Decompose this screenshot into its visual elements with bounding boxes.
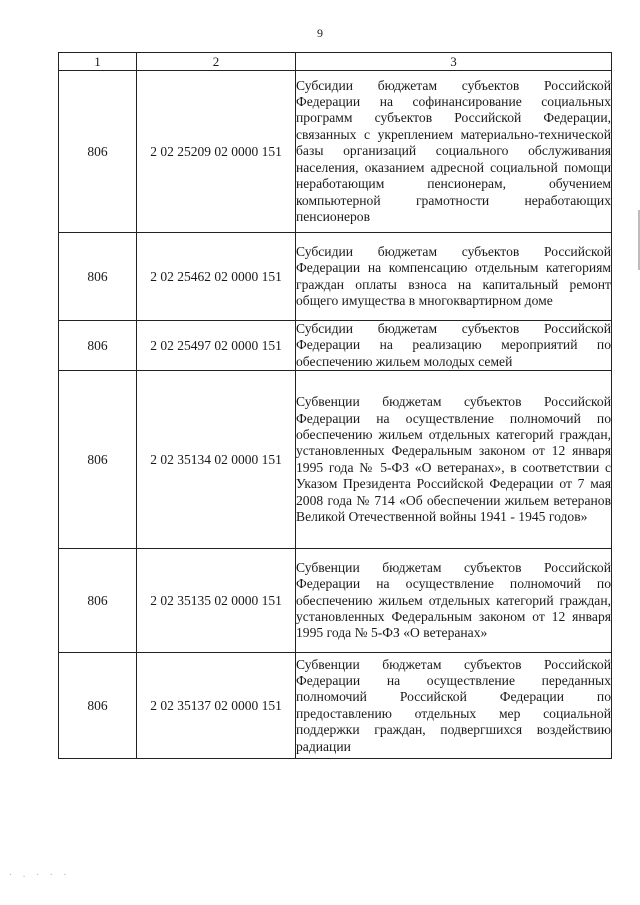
description-cell: Субсидии бюджетам субъектов Российской Федерации на компенсацию отдельным категориям граждан оплаты взноса на капитальный ремонт общего имущества в многоквартирном доме [296,233,612,321]
scan-noise-artifact: · . · · · [8,870,70,879]
column-header-3: 3 [296,53,612,71]
budget-revenue-table [58,52,612,759]
admin-code-cell: 806 [59,321,137,371]
page-number: 9 [317,26,323,40]
column-header-1: 1 [59,53,137,71]
admin-code-cell: 806 [59,653,137,759]
description-cell: Субвенции бюджетам субъектов Российской Федерации на осуществление полномочий по обеспечению жильем отдельных категорий граждан, установленных Федеральным законом от 12 января 1995 года № 5-ФЗ «О ветеранах», в соответствии с Указом Президента Российской Федерации от 7 мая 2008 года № 714 «Об обеспечении жильем ветеранов Великой Отечественной войны 1941 - 1945 годов» [296,371,612,549]
table-row [59,321,612,371]
kbk-code-cell: 2 02 35135 02 0000 151 [137,549,296,653]
column-header-2: 2 [137,53,296,71]
kbk-code-cell: 2 02 25497 02 0000 151 [137,321,296,371]
table-row [59,71,612,233]
table-row [59,233,612,321]
admin-code-cell: 806 [59,71,137,233]
admin-code-cell: 806 [59,549,137,653]
admin-code-cell: 806 [59,371,137,549]
description-cell: Субсидии бюджетам субъектов Российской Федерации на софинансирование социальных программ субъектов Российской Федерации, связанных с укреплением материально-технической базы организаций социального обслуживания населения, оказанием адресной социальной помощи неработающим пенсионерам, обучением компьютерной грамотности неработающих пенсионеров [296,71,612,233]
kbk-code-cell: 2 02 35134 02 0000 151 [137,371,296,549]
table-row [59,549,612,653]
description-cell: Субвенции бюджетам субъектов Российской Федерации на осуществление полномочий по обеспечению жильем отдельных категорий граждан, установленных Федеральным законом от 12 января 1995 года № 5-ФЗ «О ветеранах» [296,549,612,653]
header-row [59,53,612,71]
table-row [59,653,612,759]
admin-code-cell: 806 [59,233,137,321]
kbk-code-cell: 2 02 25209 02 0000 151 [137,71,296,233]
description-cell: Субсидии бюджетам субъектов Российской Федерации на реализацию мероприятий по обеспечению жильем молодых семей [296,321,611,369]
kbk-code-cell: 2 02 35137 02 0000 151 [137,653,296,759]
description-cell: Субвенции бюджетам субъектов Российской Федерации на осуществление переданных полномочий Российской Федерации по предоставлению отдельных мер социальной поддержки граждан, подвергшихся воздействию радиации [296,653,612,759]
kbk-code-cell: 2 02 25462 02 0000 151 [137,233,296,321]
table-row [59,371,612,549]
